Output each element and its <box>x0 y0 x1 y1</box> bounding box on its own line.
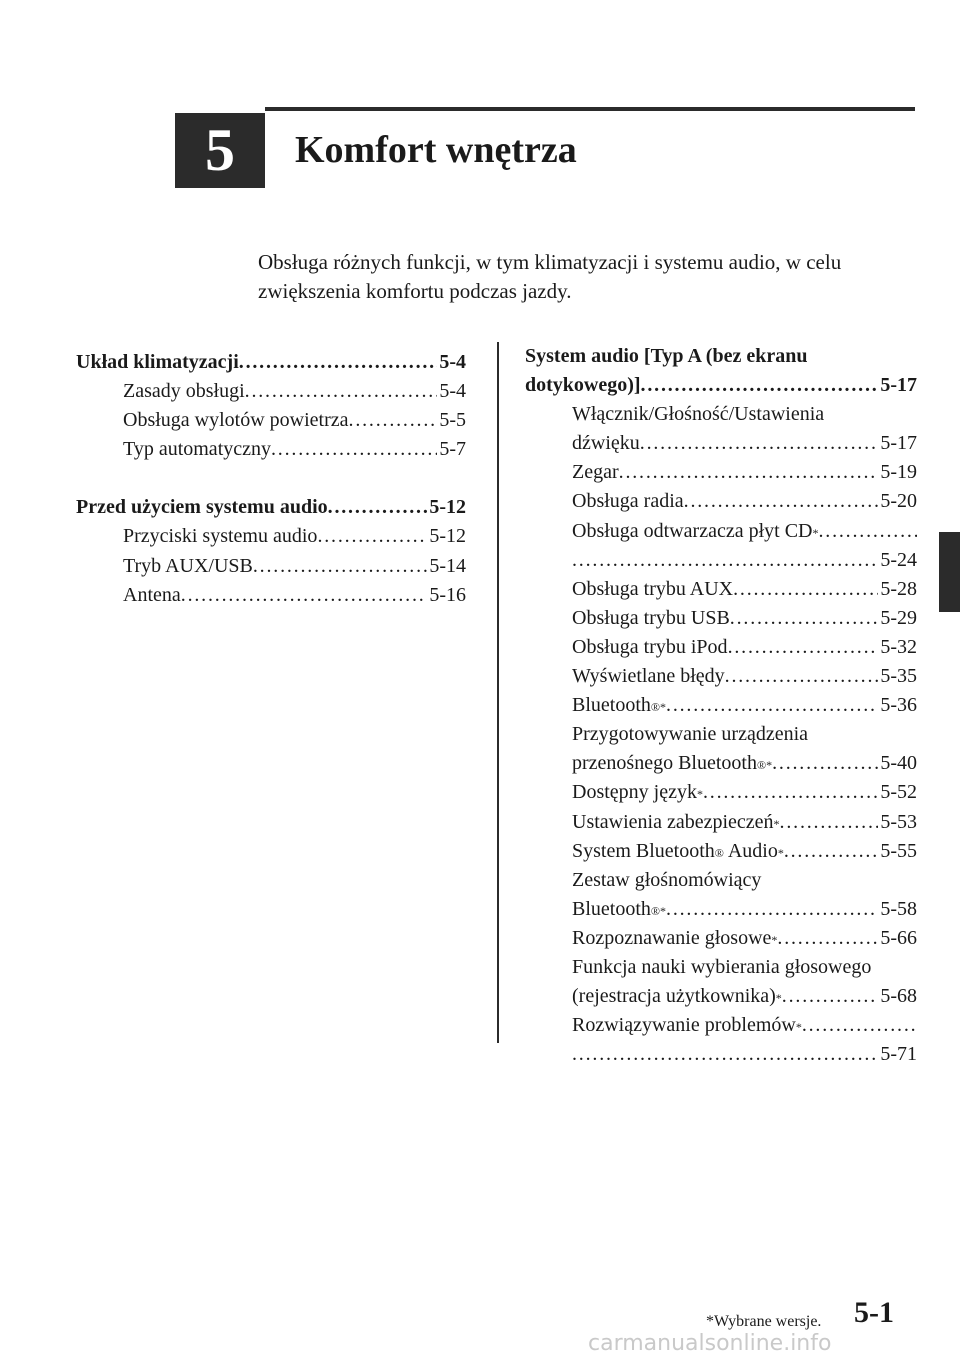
toc-page: 5-4 <box>439 351 466 373</box>
toc-section-heading[interactable] <box>525 342 917 371</box>
toc-entry[interactable]: Rozpoznawanie głosowe * . . . 5-66 <box>525 924 917 953</box>
toc-page: 5-29 <box>880 606 917 629</box>
toc-entry[interactable] <box>525 429 917 458</box>
toc-entry[interactable] <box>76 522 466 551</box>
toc-page: 5-5 <box>439 409 466 432</box>
toc-label: Tryb AUX/USB <box>123 554 253 577</box>
toc-page: 5-40 <box>880 752 917 775</box>
toc-entry[interactable]: System Bluetooth ® Audio * . . . 5-55 <box>525 837 917 866</box>
toc-label: Przyciski systemu audio <box>123 525 318 548</box>
leader-dots <box>777 924 878 953</box>
toc-entry[interactable] <box>525 866 917 895</box>
leader-dots <box>572 546 878 575</box>
toc-label: Wyświetlane błędy <box>572 665 725 688</box>
toc-entry[interactable] <box>76 581 466 610</box>
toc-page: 5-16 <box>429 583 466 606</box>
toc-label: Włącznik/Głośność/Ustawienia <box>572 403 825 426</box>
toc-page: 5-4 <box>439 380 466 403</box>
toc-label: (rejestracja użytkownika) <box>572 985 776 1008</box>
toc-entry[interactable]: Ustawienia zabezpieczeń * . . . 5-53 <box>525 808 917 837</box>
toc-entry[interactable] <box>525 662 917 691</box>
toc-entry[interactable] <box>525 953 917 982</box>
leader-dots <box>802 1011 917 1040</box>
toc-label: Audio <box>723 839 778 862</box>
leader-dots <box>730 604 879 633</box>
toc-entry[interactable]: (rejestracja użytkownika) * . . . 5-68 <box>525 982 917 1011</box>
toc-label: Bluetooth <box>572 694 651 717</box>
toc-entry[interactable] <box>525 575 917 604</box>
toc-page: 5-14 <box>429 554 466 577</box>
watermark: carmanualsonline.info <box>588 1331 832 1356</box>
chapter-number-box <box>175 113 265 188</box>
toc-entry[interactable] <box>76 435 466 464</box>
toc-page: 5-32 <box>880 635 917 658</box>
leader-dots <box>271 435 437 464</box>
toc-entry[interactable] <box>525 546 917 575</box>
toc-label: Rozpoznawanie głosowe <box>572 926 772 949</box>
toc-page: 5-24 <box>880 548 917 571</box>
toc-page: 5-28 <box>880 577 917 600</box>
toc-label: dotykowego)] <box>525 374 641 397</box>
toc-entry[interactable]: Obsługa odtwarzacza płyt CD * . . . <box>525 517 917 546</box>
toc-entry[interactable] <box>525 720 917 749</box>
toc-label: Przed użyciem systemu audio <box>76 496 328 519</box>
toc-label: System Bluetooth <box>572 839 715 862</box>
toc-left-column <box>76 348 466 610</box>
toc-label: Funkcja nauki wybierania głosowego <box>572 955 872 978</box>
toc-page: 5-12 <box>429 496 466 519</box>
toc-entry[interactable]: Bluetooth ® * . . . 5-36 <box>525 691 917 720</box>
page-number: 5-1 <box>854 1296 894 1329</box>
toc-page: 5-66 <box>880 926 917 949</box>
toc-page: 5-17 <box>880 374 917 397</box>
toc-label: Obsługa wylotów powietrza <box>123 409 349 432</box>
leader-dots <box>666 691 878 720</box>
leader-dots <box>572 1040 878 1069</box>
toc-entry[interactable] <box>525 633 917 662</box>
leader-dots <box>640 429 879 458</box>
toc-label: Obsługa odtwarzacza płyt CD <box>572 519 813 542</box>
toc-label: Obsługa trybu USB <box>572 606 730 629</box>
toc-page: 5-55 <box>880 839 917 862</box>
toc-section-heading[interactable] <box>525 371 917 400</box>
toc-entry[interactable] <box>76 377 466 406</box>
toc-entry[interactable] <box>525 458 917 487</box>
toc-page: 5-53 <box>880 810 917 833</box>
leader-dots <box>733 575 878 604</box>
leader-dots <box>684 487 879 516</box>
leader-dots <box>666 895 878 924</box>
leader-dots <box>181 581 428 610</box>
toc-page: 5-52 <box>880 781 917 804</box>
toc-entry[interactable] <box>525 487 917 516</box>
toc-page: 5-20 <box>880 490 917 513</box>
leader-dots <box>245 377 438 406</box>
leader-dots <box>239 348 438 377</box>
toc-label: Zestaw głośnomówiący <box>572 868 762 891</box>
toc-page: 5-71 <box>880 1043 917 1066</box>
leader-dots <box>728 633 879 662</box>
toc-label: Przygotowywanie urządzenia <box>572 723 809 746</box>
header-rule <box>265 107 915 111</box>
toc-label: Zasady obsługi <box>123 380 245 403</box>
intro-line: zwiększenia komfortu podczas jazdy. <box>258 279 572 303</box>
toc-label: Zegar <box>572 461 619 484</box>
toc-label: Dostępny język <box>572 781 697 804</box>
toc-page: 5-58 <box>880 897 917 920</box>
toc-right-column <box>525 342 917 1069</box>
intro-line: Obsługa różnych funkcji, w tym klimatyzacji i systemu audio, w celu <box>258 250 842 274</box>
leader-dots <box>349 406 438 435</box>
toc-entry[interactable] <box>525 400 917 429</box>
footnote: *Wybrane wersje. <box>706 1313 822 1330</box>
toc-entry[interactable] <box>76 552 466 581</box>
toc-entry[interactable] <box>76 406 466 435</box>
toc-entry[interactable]: Rozwiązywanie problemów * . . . <box>525 1011 917 1040</box>
toc-label: System audio [Typ A (bez ekranu <box>525 345 808 367</box>
toc-page: 5-68 <box>880 985 917 1008</box>
toc-label: dźwięku <box>572 432 640 455</box>
toc-page: 5-19 <box>880 461 917 484</box>
leader-dots <box>780 808 879 837</box>
toc-page: 5-7 <box>439 438 466 461</box>
leader-dots <box>328 493 428 522</box>
leader-dots <box>641 371 879 400</box>
leader-dots <box>784 837 879 866</box>
toc-page: 5-12 <box>429 525 466 548</box>
leader-dots <box>772 749 878 778</box>
toc-label: Typ automatyczny <box>123 438 271 461</box>
toc-label: Ustawienia zabezpieczeń <box>572 810 774 833</box>
toc-entry[interactable]: przenośnego Bluetooth ® * . . . 5-40 <box>525 749 917 778</box>
toc-label: Obsługa trybu iPod <box>572 635 728 658</box>
leader-dots <box>619 458 879 487</box>
toc-entry[interactable]: Bluetooth ® * . . . 5-58 <box>525 895 917 924</box>
toc-label: Rozwiązywanie problemów <box>572 1014 796 1037</box>
toc-label: Obsługa trybu AUX <box>572 577 734 600</box>
toc-section-heading[interactable] <box>76 348 466 377</box>
toc-section-heading[interactable] <box>76 493 466 522</box>
toc-entry[interactable] <box>525 1040 917 1069</box>
chapter-thumb-tab <box>939 532 960 612</box>
leader-dots <box>782 982 879 1011</box>
toc-label: Układ klimatyzacji <box>76 351 239 373</box>
intro-paragraph <box>258 248 918 306</box>
toc-page: 5-35 <box>880 665 917 688</box>
toc-entry[interactable]: Dostępny język * . . . 5-52 <box>525 778 917 807</box>
leader-dots <box>317 522 427 551</box>
chapter-number: 5 <box>205 117 235 183</box>
column-divider <box>497 342 499 1043</box>
toc-entry[interactable] <box>525 604 917 633</box>
leader-dots <box>253 552 427 581</box>
toc-label: Antena <box>123 583 181 606</box>
toc-page: 5-17 <box>880 432 917 455</box>
leader-dots <box>703 778 878 807</box>
toc-label: Obsługa radia <box>572 490 684 513</box>
leader-dots <box>725 662 879 691</box>
chapter-title: Komfort wnętrza <box>295 129 577 171</box>
toc-page: 5-36 <box>880 694 917 717</box>
toc-label: przenośnego Bluetooth <box>572 752 757 775</box>
leader-dots <box>818 517 917 546</box>
toc-label: Bluetooth <box>572 897 651 920</box>
